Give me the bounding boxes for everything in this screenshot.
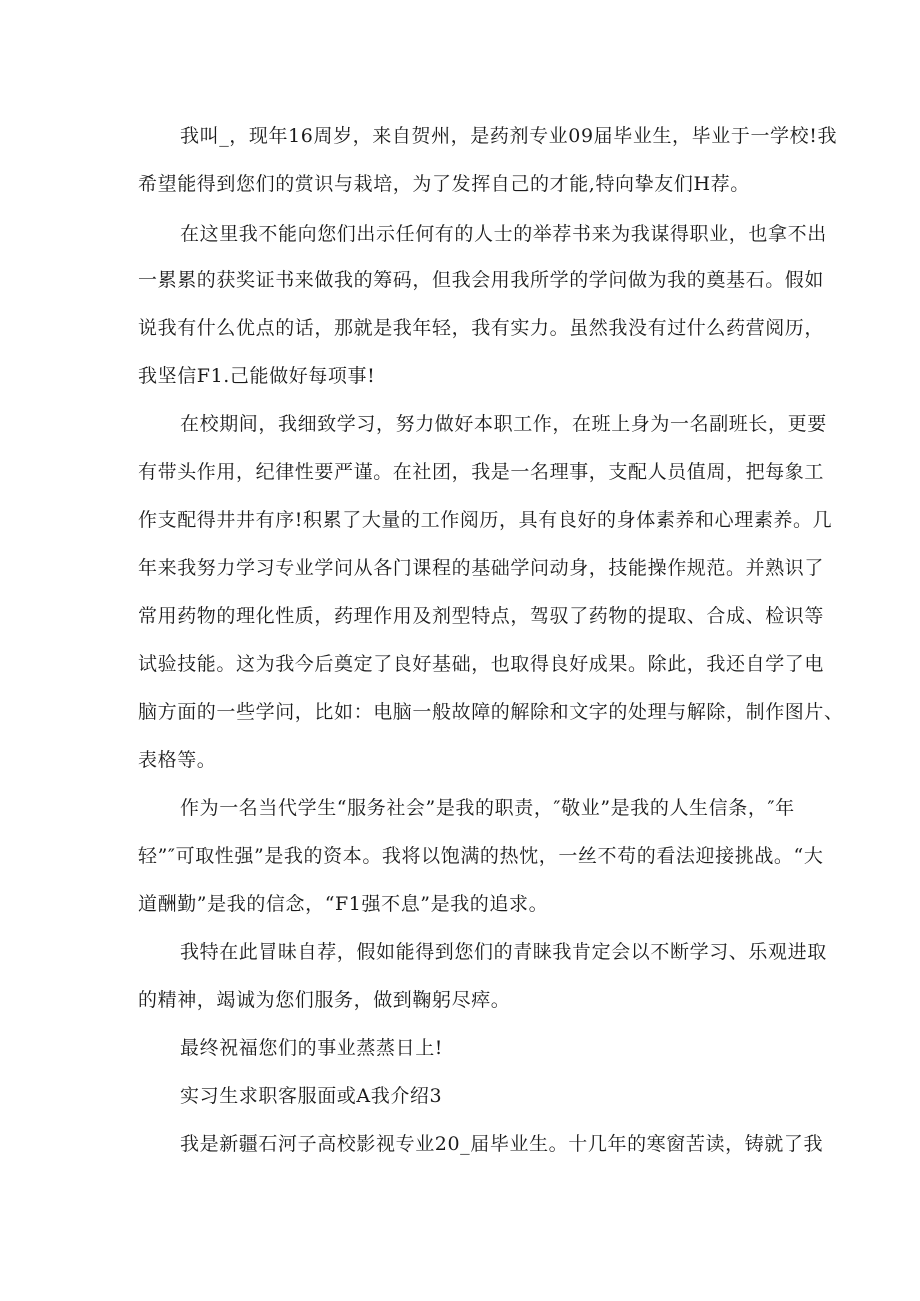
text-line: 道酬勤”是我的信念，“F1强不息”是我的追求。 xyxy=(138,893,549,915)
text-line: 轻”″可取性强”是我的资本。我将以饱满的热忱，一丝不苟的看法迎接挑战。“大 xyxy=(138,845,824,867)
text-line: 在校期间，我细致学习，努力做好本职工作，在班上身为一名副班长，更要 xyxy=(180,413,827,435)
text-line: 我坚信F1.己能做好每项事! xyxy=(138,365,376,387)
text-line: 作为一名当代学生“服务社会”是我的职责，″敬业”是我的人生信条，″年 xyxy=(180,797,795,819)
text-line: 常用药物的理化性质，药理作用及剂型特点，驾驭了药物的提取、合成、检识等 xyxy=(138,605,825,627)
text-line: 的精神，竭诚为您们服务，做到鞠躬尽瘁。 xyxy=(138,989,511,1011)
text-line: 希望能得到您们的赏识与栽培，为了发挥自己的才能,特向挚友们H荐。 xyxy=(138,173,750,195)
text-line: 年来我努力学习专业学问从各门课程的基础学问动身，技能操作规范。并熟识了 xyxy=(138,557,825,579)
text-line: 试验技能。这为我今后奠定了良好基础，也取得良好成果。除此，我还自学了电 xyxy=(138,653,825,675)
text-line: 说我有什么优点的话，那就是我年轻，我有实力。虽然我没有过什么药营阅历， xyxy=(138,317,825,339)
section-heading: 实习生求职客服面或A我介绍3 xyxy=(180,1085,443,1107)
text-line: 我特在此冒昧自荐，假如能得到您们的青睐我肯定会以不断学习、乐观进取 xyxy=(180,941,827,963)
text-line: 我叫_，现年16周岁，来自贺州，是药剂专业09届毕业生，毕业于一学校!我 xyxy=(180,125,838,147)
text-line: 最终祝福您们的事业蒸蒸日上! xyxy=(180,1037,444,1059)
text-line: 我是新疆石河子高校影视专业20_届毕业生。十几年的寒窗苦读，铸就了我 xyxy=(180,1133,824,1155)
text-line: 脑方面的一些学问，比如：电脑一般故障的解除和文字的处理与解除，制作图片、 xyxy=(138,701,844,723)
text-line: 一累累的获奖证书来做我的筹码，但我会用我所学的学问做为我的奠基石。假如 xyxy=(138,269,825,291)
text-line: 作支配得井井有序!积累了大量的工作阅历，具有良好的身体素养和心理素养。几 xyxy=(138,509,833,531)
text-line: 在这里我不能向您们出示任何有的人士的举荐书来为我谋得职业，也拿不出 xyxy=(180,223,827,245)
text-line: 有带头作用，纪律性要严谨。在社团，我是一名理事，支配人员值周，把每象工 xyxy=(138,461,825,483)
text-line: 表格等。 xyxy=(138,749,217,771)
